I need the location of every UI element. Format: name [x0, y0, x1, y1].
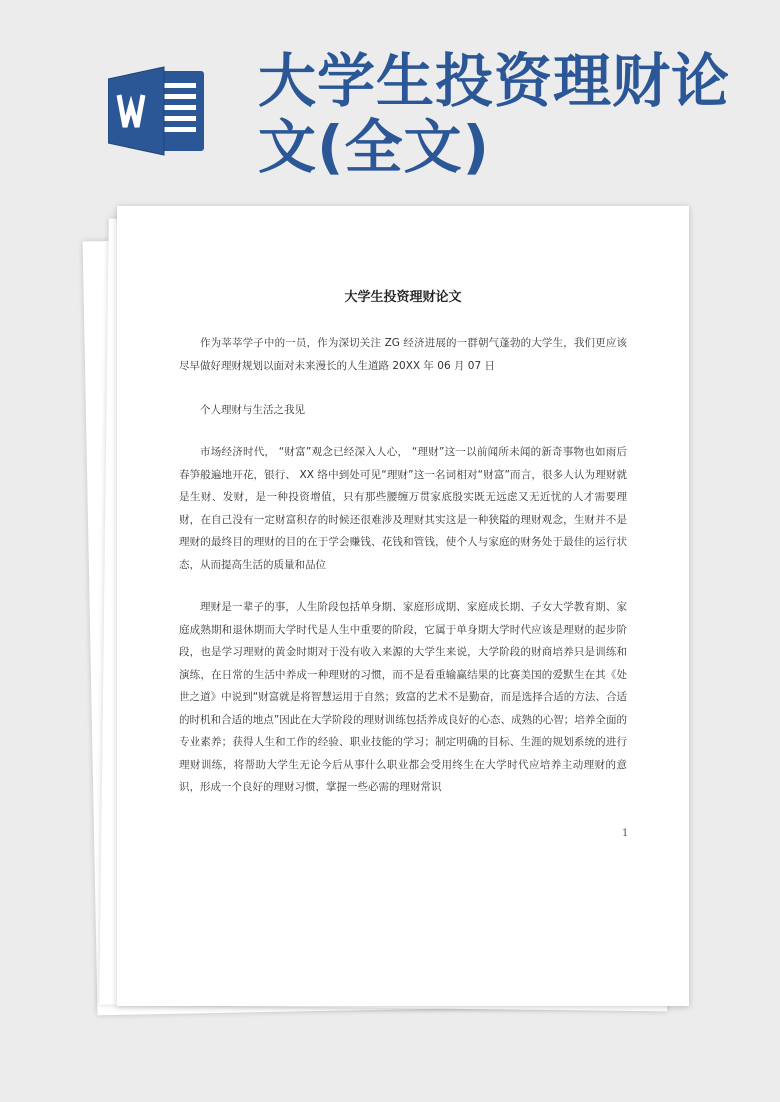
paragraph-subheading: 个人理财与生活之我见 — [200, 404, 305, 416]
paragraph-body: 市场经济时代， “财富”观念已经深入人心， “理财”这一以前闻所未闻的新奇事物也如雨后春笋般遍地开花，银行、 XX 络中到处可见“理财”这一名词相对“财富”而言，很多人认为理财就是生财、发财，是一种投资增值，只有那些腰缠万贯家底殷实既无远虑又无近忧的人才需要理财，在自己没有一定财富积存的时候还很难涉及理财其实这是一种狭隘的理财观念，生财并不是理财的最终目的理财的目的在于学会赚钱、花钱和管钱，使个人与家庭的财务处于最佳的运行状态，从而提高生活的质量和品位 — [179, 446, 627, 571]
paragraph-intro: 作为莘莘学子中的一员，作为深切关注 ZG 经济进展的一群朝气蓬勃的大学生，我们更应该尽早做好理财规划以面对未来漫长的人生道路 20XX 年 06 月 07 日 — [179, 337, 627, 372]
page-number: 1 — [622, 828, 629, 839]
document-page — [117, 206, 689, 1006]
page-title: 大学生投资理财论文(全文) — [258, 47, 731, 181]
document-title: 大学生投资理财论文 — [344, 290, 462, 305]
word-icon — [108, 65, 208, 157]
paragraph-body: 理财是一辈子的事，人生阶段包括单身期、家庭形成期、家庭成长期、子女大学教育期、家庭成熟期和退休期而大学时代是人生中重要的阶段，它属于单身期大学时代应该是理财的起步阶段，也是学习理财的黄金时期对于没有收入来源的大学生来说，大学阶段的财商培养只是训练和演练，在日常的生活中养成一种理财的习惯，而不是看重输赢结果的比赛美国的爱默生在其《处世之道》中说到“财富就是将智慧运用于自然；致富的艺术不是勤奋，而是选择合适的方法、合适的时机和合适的地点”因此在大学阶段的理财训练包括养成良好的心态、成熟的心智；培养全面的专业素养；获得人生和工作的经验、职业技能的学习；制定明确的目标、生涯的规划系统的进行理财训练，将帮助大学生无论今后从事什么职业都会受用终生在大学时代应培养主动理财的意识，形成一个良好的理财习惯，掌握一些必需的理财常识 — [179, 601, 627, 793]
